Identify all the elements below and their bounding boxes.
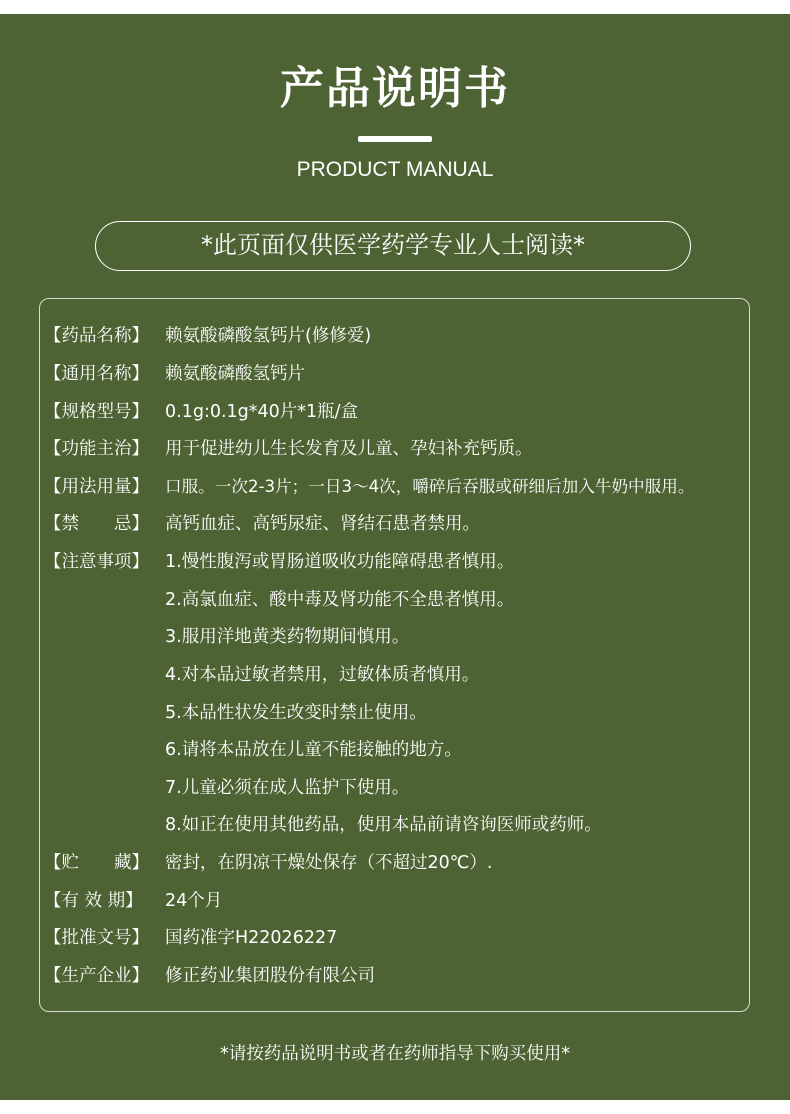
field-generic-name [44, 359, 305, 389]
field-validity [44, 886, 222, 916]
field-label: 【批准文号】 [44, 928, 149, 948]
field-storage [44, 848, 492, 878]
field-value: 修正药业集团股份有限公司 [165, 966, 375, 986]
precaution-item: 6.请将本品放在儿童不能接触的地方。 [165, 740, 462, 760]
field-dosage [44, 472, 694, 502]
field-label: 【注意事项】 [44, 552, 149, 572]
field-value: 赖氨酸磷酸氢钙片 [165, 364, 305, 384]
precaution-item: 1.慢性腹泻或胃肠道吸收功能障碍患者慎用。 [165, 552, 515, 572]
field-value: 24个月 [165, 891, 223, 911]
page-subtitle: PRODUCT MANUAL [296, 158, 494, 181]
professional-notice-badge: *此页面仅供医学药学专业人士阅读* [95, 221, 691, 271]
field-label: 【用法用量】 [44, 477, 149, 497]
field-contraindication [44, 509, 480, 539]
precaution-item: 2.高氯血症、酸中毒及肾功能不全患者慎用。 [165, 590, 515, 610]
page-title: 产品说明书 [280, 63, 510, 114]
field-label: 【贮 藏】 [44, 853, 149, 873]
field-label: 【有 效 期】 [44, 891, 143, 911]
field-precautions [44, 547, 514, 577]
field-label: 【药品名称】 [44, 326, 149, 346]
field-label: 【功能主治】 [44, 439, 149, 459]
field-label: 【通用名称】 [44, 364, 149, 384]
field-manufacturer [44, 961, 375, 991]
field-label: 【规格型号】 [44, 402, 149, 422]
field-value: 赖氨酸磷酸氢钙片(修修爱) [165, 326, 372, 346]
field-value: 0.1g:0.1g*40片*1瓶/盒 [165, 402, 359, 422]
field-value: 用于促进幼儿生长发育及儿童、孕妇补充钙质。 [165, 439, 533, 459]
field-approval-number [44, 923, 337, 953]
purchase-notice: *请按药品说明书或者在药师指导下购买使用* [220, 1044, 570, 1064]
field-label: 【禁 忌】 [44, 514, 149, 534]
precaution-item: 7.儿童必须在成人监护下使用。 [165, 778, 410, 798]
field-value: 国药准字H22026227 [165, 928, 338, 948]
field-value: 口服。一次2-3片；一日3～4次，嚼碎后吞服或研细后加入牛奶中服用。 [165, 477, 695, 496]
field-label: 【生产企业】 [44, 966, 149, 986]
precaution-item: 4.对本品过敏者禁用，过敏体质者慎用。 [165, 665, 480, 685]
precaution-item: 8.如正在使用其他药品，使用本品前请咨询医师或药师。 [165, 815, 602, 835]
precaution-item: 5.本品性状发生改变时禁止使用。 [165, 703, 427, 723]
field-value: 高钙血症、高钙尿症、肾结石患者禁用。 [165, 514, 480, 534]
field-indication [44, 434, 533, 464]
title-divider [358, 136, 432, 142]
precaution-item: 3.服用洋地黄类药物期间慎用。 [165, 627, 410, 647]
field-value: 密封，在阴凉干燥处保存（不超过20℃）. [165, 853, 493, 873]
field-specification [44, 397, 358, 427]
field-drug-name [44, 321, 371, 351]
